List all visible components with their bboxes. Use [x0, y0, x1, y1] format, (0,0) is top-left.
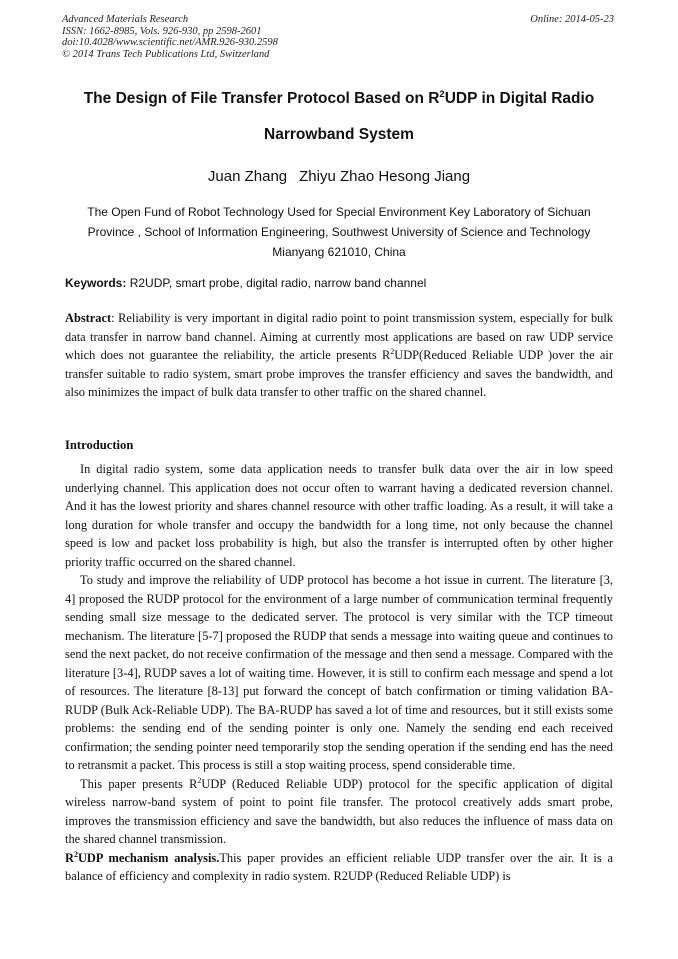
mechanism-heading-b: UDP mechanism analysis. [77, 850, 220, 865]
title-superscript: 2 [439, 88, 445, 100]
section-heading-introduction: Introduction [65, 438, 134, 452]
affiliation-line: Province , School of Information Engineering, Southwest University of Science and Technology [87, 225, 591, 239]
affiliation-line: Mianyang 621010, China [272, 245, 406, 259]
keywords [65, 276, 426, 290]
author-name: Zhiyu Zhao Hesong Jiang [299, 168, 471, 185]
journal-doi: doi:10.4028/www.scientific.net/AMR.926-930.2598 [62, 37, 278, 48]
mechanism-paragraph [65, 849, 613, 886]
journal-header [62, 14, 278, 60]
paragraph-text-b: UDP (Reduced Reliable UDP) protocol for the specific application of digital wireless narrow-band system of point to point file transfer. The protocol creatively adds smart probe, improves the transmission efficiency and save the bandwidth, but also reduces the influence of mass data on the shared channel transmission. [65, 776, 613, 846]
keywords-text: R2UDP, smart probe, digital radio, narrow band channel [126, 276, 427, 290]
mechanism-text: This paper provides an efficient reliable UDP transfer over the air. It is a balance of efficiency and complexity in radio system. R2UDP (Reduced Reliable UDP) is [65, 850, 613, 883]
affiliation-line: The Open Fund of Robot Technology Used for Special Environment Key Laboratory of Sichuan [87, 205, 591, 219]
online-date: Online: 2014-05-23 [530, 14, 614, 25]
author-list [40, 168, 638, 185]
title-text-a: The Design of File Transfer Protocol Based on R [83, 90, 440, 107]
journal-name: Advanced Materials Research [62, 14, 189, 25]
paper-title-line2: Narrowband System [264, 126, 414, 143]
paragraph: In digital radio system, some data application needs to transfer bulk data over the air in low speed underlying channel. This application does not occur often to warrant having a dedicated reversion channel. And it has the lowest priority and shares channel resource with other traffic loading. As a result, it will take a long duration for whole transfer and occupy the bandwidth for a long time, not only because the channel speed is low and packet loss probability is high, but also the transfer is interrupted often by other higher priority traffic occurred on the shared channel. [65, 462, 613, 569]
title-text-b: UDP in Digital Radio [444, 90, 595, 107]
abstract-superscript: 2 [390, 346, 395, 356]
journal-copyright: © 2014 Trans Tech Publications Ltd, Switzerland [62, 48, 270, 60]
paragraph-text-a: This paper presents R [80, 776, 198, 791]
journal-issn: ISSN: 1662-8985, Vols. 926-930, pp 2598-2601 [62, 25, 262, 37]
mechanism-heading-superscript: 2 [73, 849, 78, 859]
introduction-body [65, 460, 613, 886]
affiliation [60, 202, 618, 262]
author-name: Juan Zhang [207, 168, 288, 185]
paper-title-line1 [40, 90, 638, 108]
paragraph: To study and improve the reliability of UDP protocol has become a hot issue in current. The literature [3, 4] proposed the RUDP protocol for the environment of a large number of communication terminal frequently sending small size message to the dedicated server. The protocol is very similar with the TCP timeout mechanism. The literature [5-7] proposed the RUDP that sends a message into waiting queue and continues to send the next packet, do not receive confirmation of the message and then send a message. Compared with the literature [3-4], RUDP saves a lot of waiting time. However, it is still to confirm each message and spend a lot of resources. The literature [8-13] put forward the concept of batch confirmation or timing validation BA-RUDP (Bulk Ack-Reliable UDP). The BA-RUDP has saved a lot of time and resources, but it still exists some problems: the sending end of the sending pointer is only one. Namely the sending end each received confirmation; the sending pointer need temporarily stop the sending operation if the sending end has the need to retransmit a packet. This process is still a stop waiting process, spend considerable time. [65, 573, 613, 772]
mechanism-heading [65, 851, 219, 865]
mechanism-heading-a: R [65, 850, 74, 865]
abstract-text-a: : Reliability is very important in digital radio point to point transmission system, especially for bulk data transfer in narrow band channel. Aiming at currently most applications are based on raw UDP service which does not guarantee the reliability, the article presents R [65, 311, 613, 362]
abstract [65, 309, 613, 402]
abstract-label: Abstract [65, 311, 112, 325]
keywords-label: Keywords: [65, 276, 127, 290]
paragraph [65, 775, 613, 849]
abstract-text-b: UDP(Reduced Reliable UDP )over the air transfer suitable to radio system, smart probe improves the transfer efficiency and saves the bandwidth, and also minimizes the impact of bulk data transfer to other traffic on the shared channel. [65, 348, 613, 399]
paragraph-superscript: 2 [197, 775, 202, 785]
